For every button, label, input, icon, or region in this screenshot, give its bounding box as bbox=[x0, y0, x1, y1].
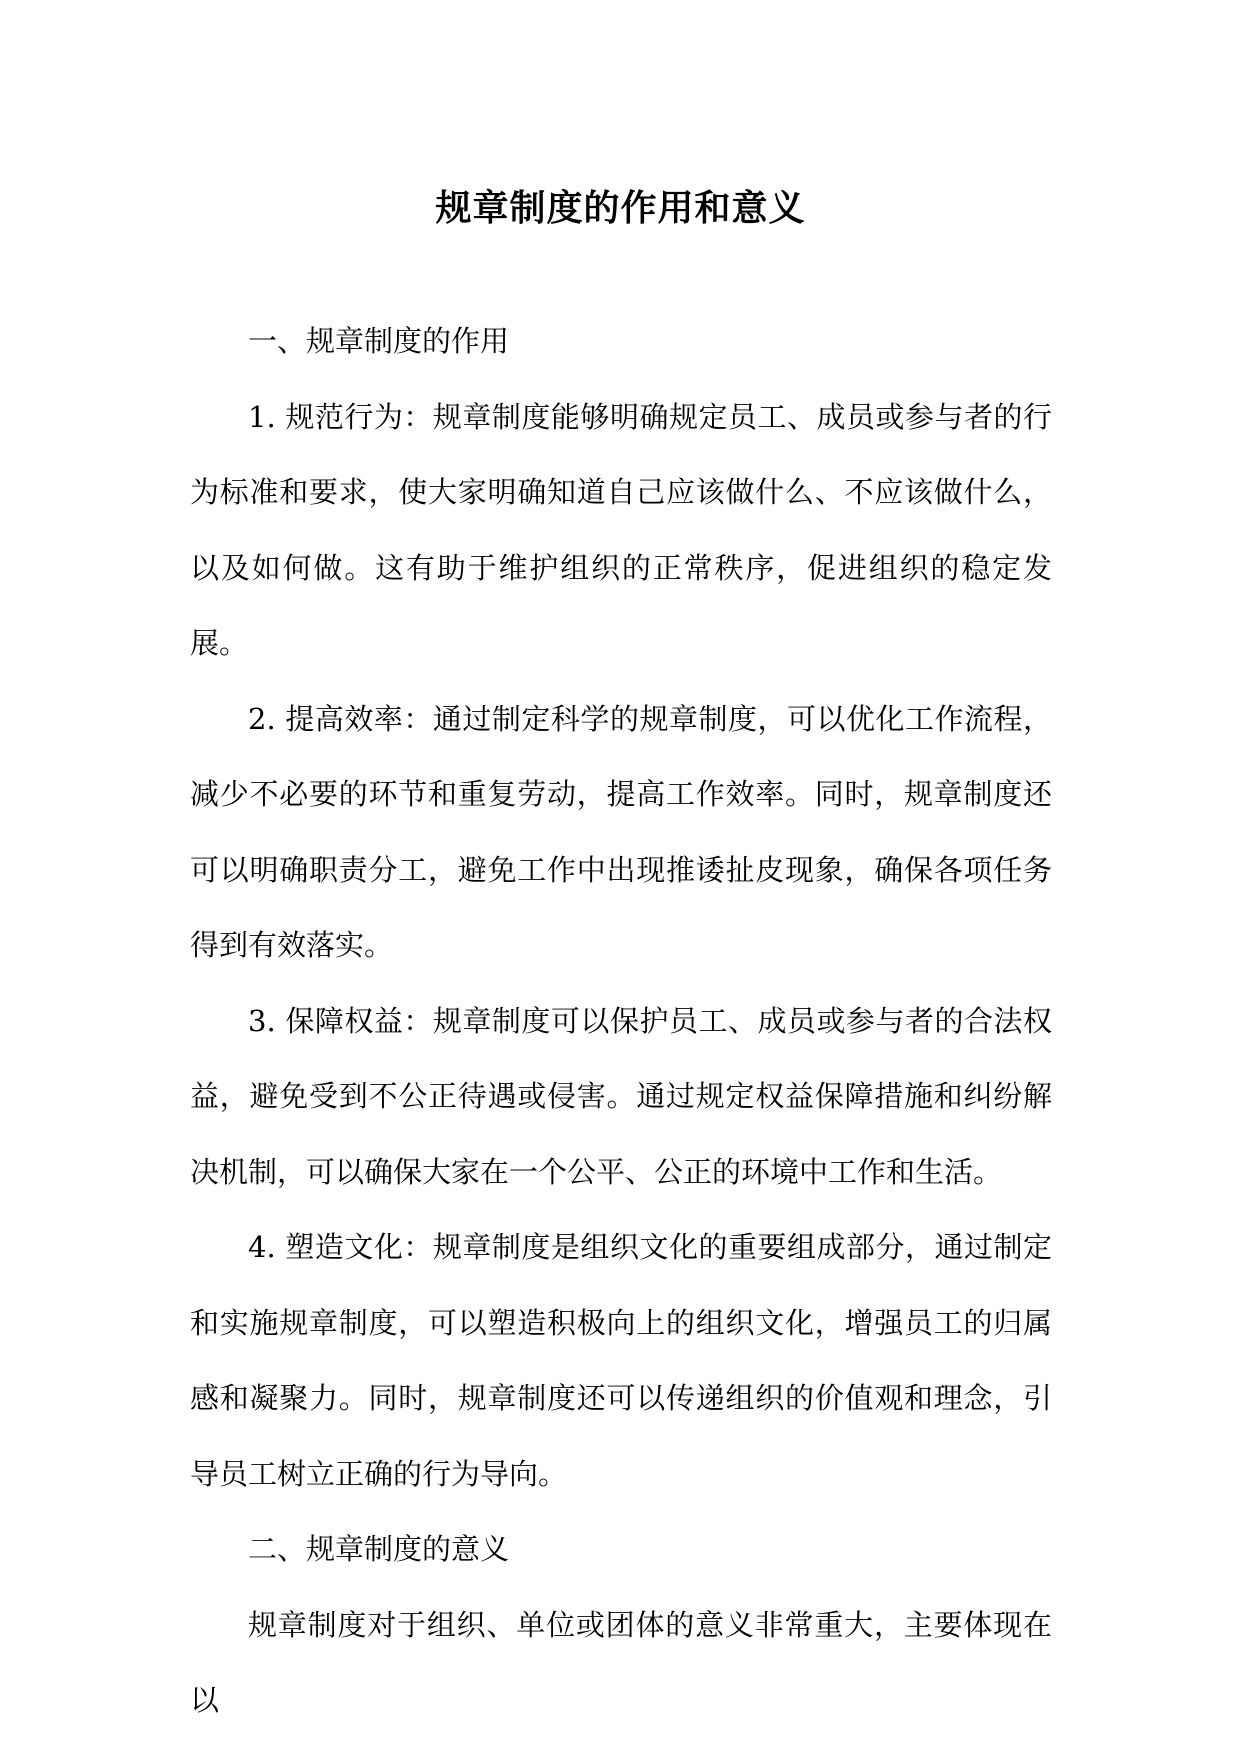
document-title: 规章制度的作用和意义 bbox=[435, 187, 806, 229]
paragraph-item-4: 4. 塑造文化：规章制度是组织文化的重要组成部分，通过制定和实施规章制度，可以塑造积极向上的组织文化，增强员工的归属感和凝聚力。同时，规章制度还可以传递组织的价值观和理念，引导员工树立正确的行为导向。 bbox=[190, 1230, 1052, 1491]
section-heading-1: 一、规章制度的作用 bbox=[248, 324, 510, 358]
paragraph-item-3: 3. 保障权益：规章制度可以保护员工、成员或参与者的合法权益，避免受到不公正待遇或侵害。通过规定权益保障措施和纠纷解决机制，可以确保大家在一个公平、公正的环境中工作和生活。 bbox=[190, 1003, 1052, 1189]
paragraph-item-1: 1. 规范行为：规章制度能够明确规定员工、成员或参与者的行为标准和要求，使大家明确知道自己应该做什么、不应该做什么，以及如何做。这有助于维护组织的正常秩序，促进组织的稳定发展。 bbox=[190, 399, 1052, 660]
section-heading-2: 二、规章制度的意义 bbox=[248, 1532, 510, 1566]
paragraph-item-2: 2. 提高效率：通过制定科学的规章制度，可以优化工作流程，减少不必要的环节和重复劳动，提高工作效率。同时，规章制度还可以明确职责分工，避免工作中出现推诿扯皮现象，确保各项任务得到有效落实。 bbox=[190, 701, 1052, 962]
document-body bbox=[190, 304, 1052, 1739]
paragraph-intro: 规章制度对于组织、单位或团体的意义非常重大，主要体现在以 bbox=[190, 1607, 1052, 1717]
